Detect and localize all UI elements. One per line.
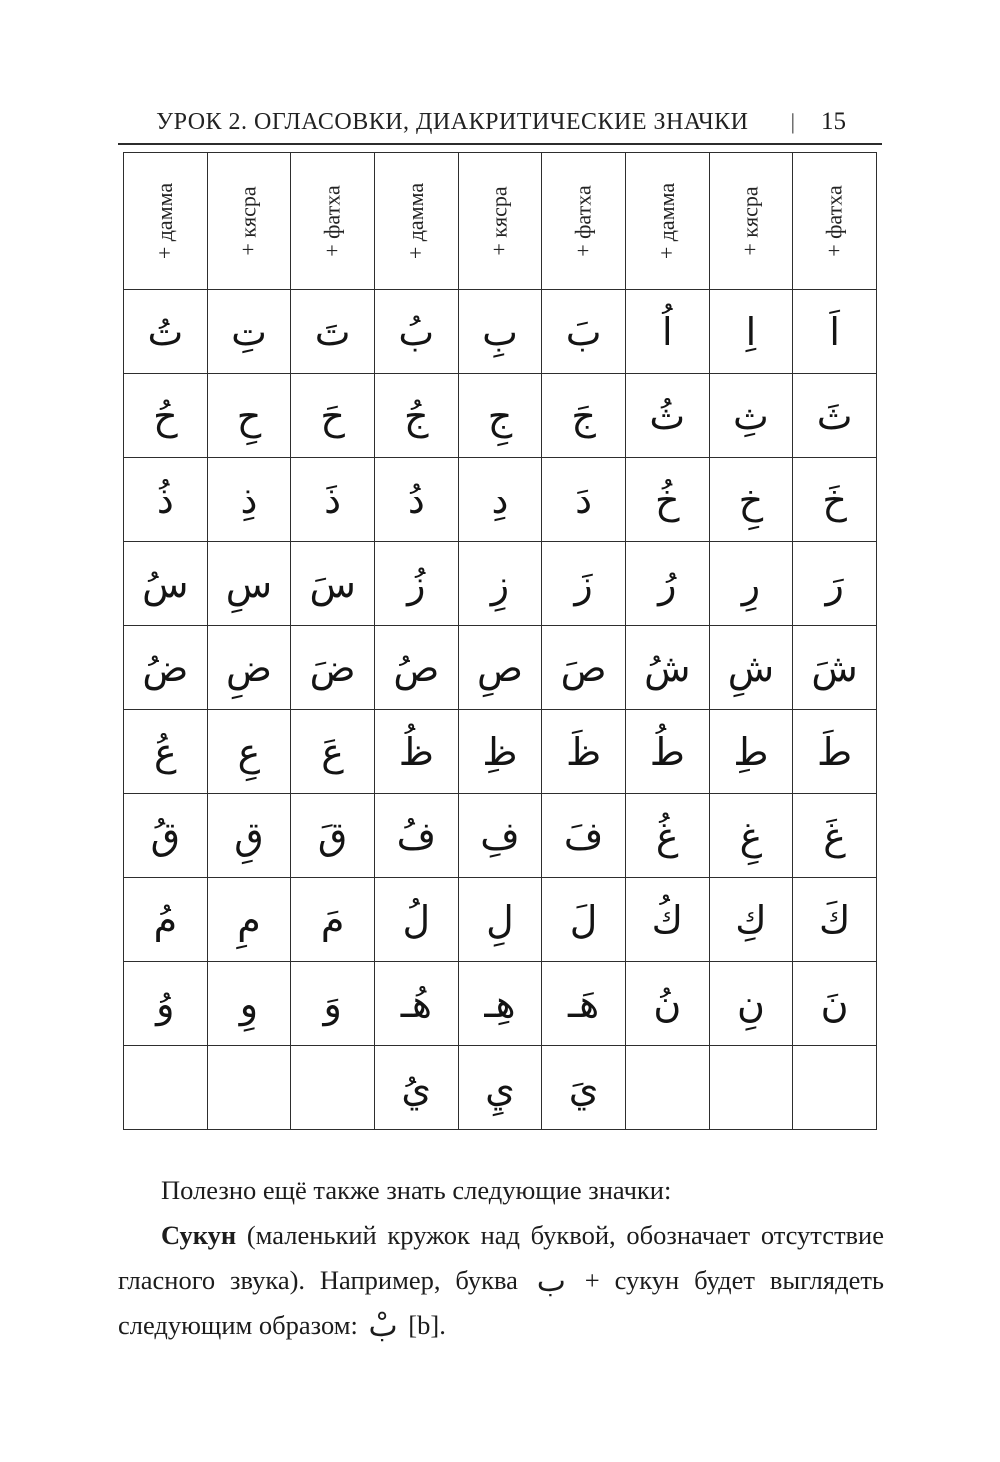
table-row (124, 962, 877, 1046)
column-header-label: + кясра (486, 186, 512, 256)
letter-cell: ثُ (625, 374, 709, 458)
letter-cell: مِ (207, 878, 291, 962)
letter-cell: رُ (625, 542, 709, 626)
page-number: 15 (821, 108, 846, 135)
letter-cell: مَ (291, 878, 375, 962)
letter-cell: طِ (709, 710, 793, 794)
column-header (709, 153, 793, 290)
header-separator: | (790, 109, 795, 134)
letter-cell: نُ (625, 962, 709, 1046)
letter-cell: فُ (374, 794, 458, 878)
letter-cell: اَ (793, 290, 877, 374)
letter-cell: عُ (124, 710, 208, 794)
letter-cell: ثِ (709, 374, 793, 458)
sukun-text-3: [b]. (401, 1310, 446, 1340)
column-header (458, 153, 542, 290)
column-header (542, 153, 626, 290)
letter-cell: جَ (542, 374, 626, 458)
letter-cell: رَ (793, 542, 877, 626)
letter-cell: كُ (625, 878, 709, 962)
letter-cell: ذُ (124, 458, 208, 542)
column-header-label: + дамма (403, 182, 429, 260)
letter-cell: حَ (291, 374, 375, 458)
letter-cell: عِ (207, 710, 291, 794)
letter-cell: تِ (207, 290, 291, 374)
header-row (124, 153, 877, 290)
letter-cell: لُ (374, 878, 458, 962)
column-header-label: + фатха (570, 185, 596, 257)
letter-cell: نِ (709, 962, 793, 1046)
empty-cell (207, 1046, 291, 1130)
table-row (124, 458, 877, 542)
vowel-table-body (124, 290, 877, 1130)
column-header (374, 153, 458, 290)
letter-cell: يِ (458, 1046, 542, 1130)
letter-cell: بِ (458, 290, 542, 374)
letter-cell: هَـ (542, 962, 626, 1046)
letter-cell: طَ (793, 710, 877, 794)
column-header-label: + кясра (737, 186, 763, 256)
letter-cell: اُ (625, 290, 709, 374)
table-row (124, 290, 877, 374)
letter-cell: اِ (709, 290, 793, 374)
letter-cell: مُ (124, 878, 208, 962)
empty-cell (124, 1046, 208, 1130)
empty-cell (291, 1046, 375, 1130)
letter-cell: غَ (793, 794, 877, 878)
letter-cell: بُ (374, 290, 458, 374)
letter-cell: وُ (124, 962, 208, 1046)
letter-cell: طُ (625, 710, 709, 794)
letter-cell: زُ (374, 542, 458, 626)
letter-cell: ظُ (374, 710, 458, 794)
letter-cell: فِ (458, 794, 542, 878)
letter-cell: جُ (374, 374, 458, 458)
letter-cell: تُ (124, 290, 208, 374)
empty-cell (793, 1046, 877, 1130)
column-header-label: + фатха (319, 185, 345, 257)
page-title: УРОК 2. ОГЛАСОВКИ, ДИАКРИТИЧЕСКИЕ ЗНАЧКИ (156, 109, 749, 135)
column-header (291, 153, 375, 290)
letter-cell: غِ (709, 794, 793, 878)
column-header (124, 153, 208, 290)
letter-cell: خَ (793, 458, 877, 542)
letter-cell: كَ (793, 878, 877, 962)
sukun-text-2: + сукун будет выглядеть следующим образом: (118, 1265, 884, 1340)
letter-cell: فَ (542, 794, 626, 878)
letter-cell: وَ (291, 962, 375, 1046)
column-header (793, 153, 877, 290)
column-header (207, 153, 291, 290)
letter-cell: نَ (793, 962, 877, 1046)
table-row (124, 626, 877, 710)
letter-cell: سَ (291, 542, 375, 626)
letter-cell: قُ (124, 794, 208, 878)
letter-cell: ذِ (207, 458, 291, 542)
empty-cell (709, 1046, 793, 1130)
notes-block (118, 1168, 884, 1348)
notes-intro: Полезно ещё также знать следующие значки: (161, 1175, 672, 1205)
letter-cell: ثَ (793, 374, 877, 458)
letter-cell: شِ (709, 626, 793, 710)
letter-cell: وِ (207, 962, 291, 1046)
running-head (118, 108, 882, 145)
vowel-table (123, 152, 877, 1130)
letter-cell: خُ (625, 458, 709, 542)
letter-cell: ظِ (458, 710, 542, 794)
letter-cell: لَ (542, 878, 626, 962)
column-header-label: + дамма (152, 182, 178, 260)
letter-cell: بَ (542, 290, 626, 374)
letter-cell: غُ (625, 794, 709, 878)
letter-cell: صَ (542, 626, 626, 710)
column-header (625, 153, 709, 290)
sukun-text-1: (маленький кружок над буквой, обозначает отсутствие гласного звука). Например, буква (118, 1220, 884, 1295)
column-header-label: + фатха (821, 185, 847, 257)
letter-cell: صُ (374, 626, 458, 710)
header-rule (118, 143, 882, 145)
letter-cell: سُ (124, 542, 208, 626)
empty-cell (625, 1046, 709, 1130)
table-row (124, 542, 877, 626)
letter-cell: قَ (291, 794, 375, 878)
letter-cell: يُ (374, 1046, 458, 1130)
letter-cell: دُ (374, 458, 458, 542)
letter-cell: زِ (458, 542, 542, 626)
letter-cell: يَ (542, 1046, 626, 1130)
column-header-label: + дамма (654, 182, 680, 260)
letter-cell: زَ (542, 542, 626, 626)
table-row (124, 1046, 877, 1130)
letter-cell: هُـ (374, 962, 458, 1046)
letter-cell: هِـ (458, 962, 542, 1046)
arabic-letter-ba-sukun: بْ (368, 1308, 398, 1344)
letter-cell: كِ (709, 878, 793, 962)
letter-cell: قِ (207, 794, 291, 878)
letter-cell: ظَ (542, 710, 626, 794)
table-row (124, 374, 877, 458)
letter-cell: عَ (291, 710, 375, 794)
letter-cell: سِ (207, 542, 291, 626)
table-row (124, 710, 877, 794)
letter-cell: شُ (625, 626, 709, 710)
letter-cell: ذَ (291, 458, 375, 542)
letter-cell: لِ (458, 878, 542, 962)
letter-cell: شَ (793, 626, 877, 710)
table-row (124, 794, 877, 878)
letter-cell: حُ (124, 374, 208, 458)
letter-cell: حِ (207, 374, 291, 458)
column-header-label: + кясра (235, 186, 261, 256)
table-row (124, 878, 877, 962)
letter-cell: ضُ (124, 626, 208, 710)
notes-sukun-paragraph (118, 1213, 884, 1348)
letter-cell: دَ (542, 458, 626, 542)
letter-cell: جِ (458, 374, 542, 458)
arabic-letter-ba: ب (536, 1263, 566, 1299)
letter-cell: تَ (291, 290, 375, 374)
term-sukun: Сукун (161, 1220, 237, 1250)
vowel-table-head (124, 153, 877, 290)
letter-cell: صِ (458, 626, 542, 710)
letter-cell: خِ (709, 458, 793, 542)
letter-cell: ضَ (291, 626, 375, 710)
letter-cell: رِ (709, 542, 793, 626)
letter-cell: ضِ (207, 626, 291, 710)
letter-cell: دِ (458, 458, 542, 542)
